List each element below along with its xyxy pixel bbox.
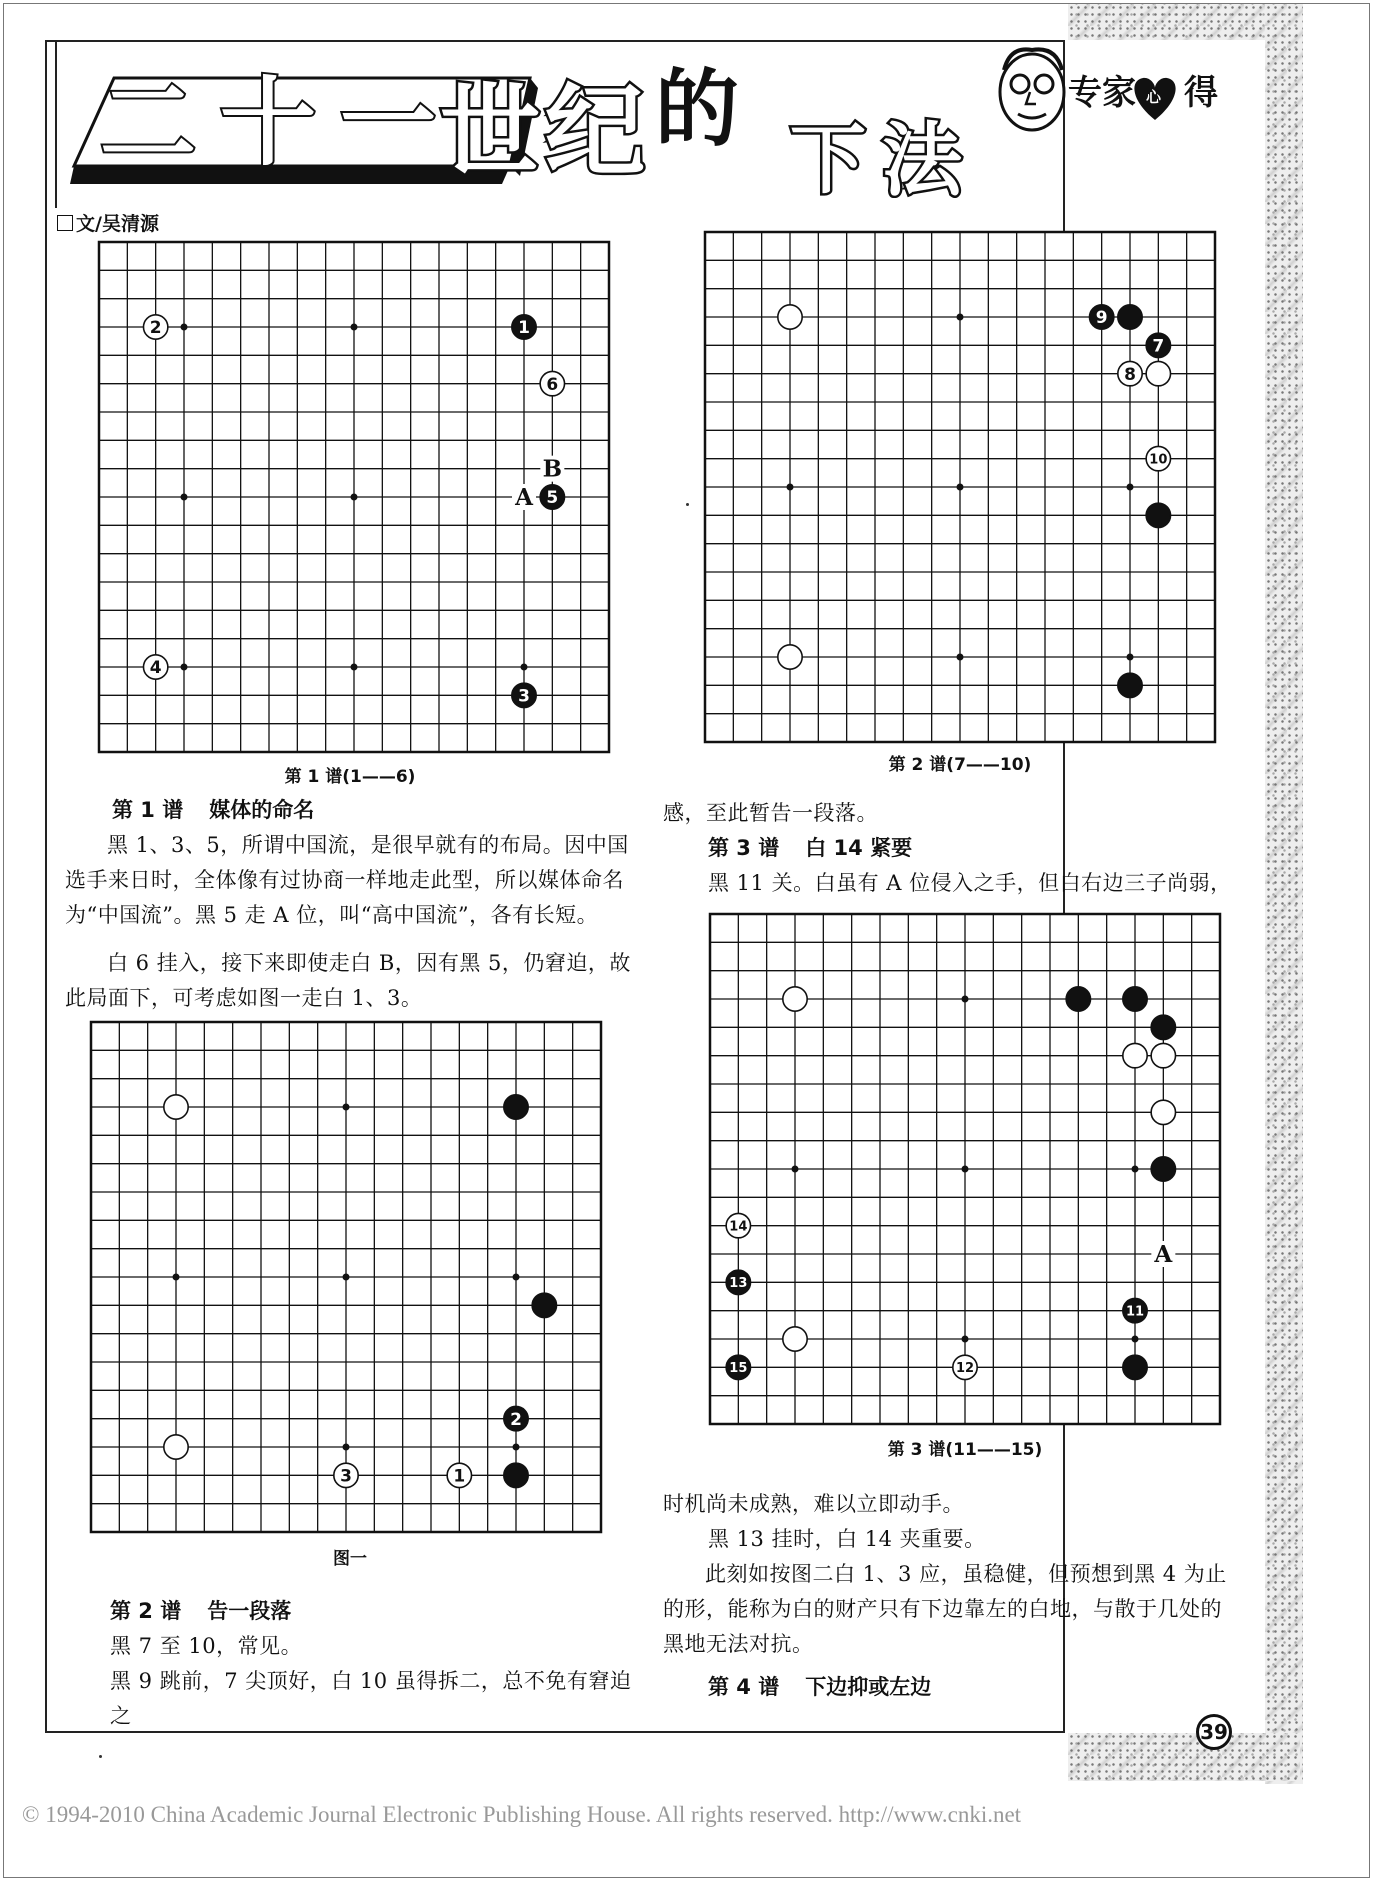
star-point bbox=[343, 1444, 350, 1451]
white-stone bbox=[1151, 1043, 1175, 1067]
star-point bbox=[957, 484, 964, 491]
paragraph-record-2a: 黑 7 至 10，常见。 bbox=[110, 1634, 303, 1658]
black-stone bbox=[1118, 305, 1142, 329]
move-number-13: 13 bbox=[729, 1276, 748, 1292]
white-stone bbox=[783, 1327, 807, 1351]
go-board-fig-a bbox=[89, 1020, 603, 1534]
star-point bbox=[181, 324, 188, 331]
white-stone bbox=[164, 1435, 188, 1459]
paragraph-record-3a: 黑 11 关。白虽有 A 位侵入之手，但白右边三子尚弱， bbox=[708, 871, 1232, 895]
star-point bbox=[787, 484, 794, 491]
move-number-9: 9 bbox=[1095, 308, 1108, 329]
paragraph-record-1b: 白 6 挂入，接下来即使走白 B，因有黑 5，仍窘迫，故此局面下，可考虑如图一走白 1、3。 bbox=[65, 951, 631, 1010]
paragraph-record-3b: 时机尚未成熟，难以立即动手。 bbox=[663, 1492, 964, 1516]
move-number-10: 10 bbox=[1149, 452, 1168, 468]
title-char-6: 下 bbox=[790, 115, 866, 198]
black-stone bbox=[1118, 673, 1142, 697]
byline-box-icon bbox=[57, 215, 73, 231]
move-number-12: 12 bbox=[955, 1361, 975, 1377]
go-board-fig2 bbox=[703, 230, 1217, 744]
star-point bbox=[351, 494, 358, 501]
move-number-2: 2 bbox=[510, 1409, 522, 1430]
paragraph-record-3d: 此刻如按图二白 1、3 应，虽稳健，但预想到黑 4 为止的形，能称为白的财产只有下边靠左的白地，与散于几处的黑地无法对抗。 bbox=[663, 1562, 1227, 1656]
expert-face-icon bbox=[1000, 49, 1064, 130]
page-number: 39 bbox=[1196, 1714, 1232, 1750]
paragraph-record-2b: 黑 9 跳前，7 尖顶好，白 10 虽得拆二，总不免有窘迫之 bbox=[110, 1669, 632, 1728]
badge-text-1: 心 bbox=[1146, 88, 1162, 106]
byline bbox=[57, 209, 159, 236]
move-number-5: 5 bbox=[546, 488, 559, 509]
black-stone bbox=[532, 1293, 556, 1317]
title-char-4: 纪 bbox=[545, 73, 645, 190]
byline-text: 文/吴清源 bbox=[76, 213, 159, 235]
black-stone bbox=[1066, 987, 1090, 1011]
star-point bbox=[1132, 1336, 1139, 1343]
star-point bbox=[351, 324, 358, 331]
white-stone bbox=[1123, 1043, 1147, 1067]
title-char-2: 一 bbox=[340, 67, 436, 179]
star-point bbox=[181, 494, 188, 501]
move-number-15: 15 bbox=[729, 1361, 748, 1377]
move-number-2: 2 bbox=[149, 318, 162, 339]
heading-record-3-num: 第 3 谱 bbox=[708, 836, 780, 860]
title-char-1: 十 bbox=[220, 67, 316, 179]
star-point bbox=[962, 996, 969, 1003]
black-stone bbox=[1151, 1015, 1175, 1039]
go-board-fig3 bbox=[708, 912, 1222, 1426]
heading-record-2-num: 第 2 谱 bbox=[110, 1599, 182, 1623]
heading-record-2 bbox=[110, 1594, 291, 1629]
board-label-B: B bbox=[542, 455, 563, 483]
white-stone bbox=[1146, 361, 1170, 385]
title-char-5: 的 bbox=[655, 60, 740, 158]
move-number-3: 3 bbox=[518, 686, 530, 707]
star-point bbox=[1132, 1166, 1139, 1173]
print-speck bbox=[99, 1755, 102, 1758]
caption-fig2: 第 2 谱(7——10) bbox=[888, 755, 1032, 775]
speckled-border-right bbox=[1265, 4, 1303, 1784]
print-speck bbox=[686, 503, 689, 506]
move-number-11: 11 bbox=[1125, 1304, 1145, 1320]
heading-record-4 bbox=[708, 1670, 931, 1705]
heading-record-3-title: 白 14 紧要 bbox=[805, 836, 913, 860]
heading-record-4-num: 第 4 谱 bbox=[708, 1675, 780, 1699]
black-stone bbox=[504, 1463, 528, 1487]
star-point bbox=[957, 654, 964, 661]
star-point bbox=[351, 664, 358, 671]
star-point bbox=[343, 1104, 350, 1111]
white-stone bbox=[778, 305, 802, 329]
heading-record-3 bbox=[708, 831, 912, 866]
heading-record-4-title: 下边抑或左边 bbox=[805, 1675, 932, 1699]
move-number-1: 1 bbox=[518, 318, 530, 339]
move-number-14: 14 bbox=[729, 1219, 748, 1235]
board-label-A: A bbox=[515, 484, 533, 511]
black-stone bbox=[1146, 503, 1170, 527]
speckled-border-bottom bbox=[1068, 1733, 1300, 1781]
title-char-0: 二 bbox=[100, 67, 196, 179]
star-point bbox=[343, 1274, 350, 1281]
star-point bbox=[521, 664, 528, 671]
move-number-1: 1 bbox=[453, 1466, 466, 1487]
black-stone bbox=[1151, 1157, 1175, 1181]
go-board-fig1 bbox=[97, 240, 611, 754]
star-point bbox=[1127, 654, 1134, 661]
badge-text-0: 专家 bbox=[1068, 73, 1136, 113]
caption-fig1: 第 1 谱(1——6) bbox=[284, 767, 416, 787]
white-stone bbox=[1151, 1100, 1175, 1124]
title-char-7: 法 bbox=[882, 114, 962, 198]
move-number-4: 4 bbox=[149, 658, 162, 679]
board-label-A: A bbox=[1154, 1241, 1173, 1268]
title-rule bbox=[55, 40, 57, 208]
badge-text-2: 得 bbox=[1184, 73, 1218, 113]
black-stone bbox=[504, 1095, 528, 1119]
heading-record-1-title: 媒体的命名 bbox=[209, 798, 315, 822]
white-stone bbox=[164, 1095, 188, 1119]
caption-fig3: 第 3 谱(11——15) bbox=[887, 1440, 1043, 1460]
heading-record-1-num: 第 1 谱 bbox=[112, 798, 184, 822]
star-point bbox=[957, 314, 964, 321]
star-point bbox=[513, 1274, 520, 1281]
move-number-7: 7 bbox=[1152, 336, 1165, 357]
caption-fig-a: 图一 bbox=[333, 1549, 367, 1569]
star-point bbox=[173, 1274, 180, 1281]
heading-record-2-title: 告一段落 bbox=[207, 1599, 292, 1623]
title-char-3: 世 bbox=[440, 73, 540, 190]
move-number-6: 6 bbox=[546, 374, 559, 395]
black-stone bbox=[1123, 987, 1147, 1011]
white-stone bbox=[783, 987, 807, 1011]
star-point bbox=[962, 1336, 969, 1343]
article-title bbox=[70, 48, 1010, 198]
paragraph-record-1a: 黑 1、3、5，所谓中国流，是很早就有的布局。因中国选手来日时，全体像有过协商一样地走此型，所以媒体命名为“中国流”。黑 5 走 A 位，叫“高中国流”，各有长短。 bbox=[65, 833, 629, 927]
paragraph-record-3c: 黑 13 挂时，白 14 夹重要。 bbox=[708, 1527, 986, 1551]
star-point bbox=[513, 1444, 520, 1451]
star-point bbox=[181, 664, 188, 671]
star-point bbox=[962, 1166, 969, 1173]
black-stone bbox=[1123, 1355, 1147, 1379]
white-stone bbox=[778, 645, 802, 669]
star-point bbox=[792, 1166, 799, 1173]
move-number-8: 8 bbox=[1124, 364, 1136, 385]
expert-notes-badge bbox=[990, 40, 1250, 140]
star-point bbox=[1127, 484, 1134, 491]
paragraph-record-2c: 感，至此暂告一段落。 bbox=[663, 801, 878, 825]
copyright-footer: © 1994-2010 China Academic Journal Electronic Publishing House. All rights reserved. http://www.cnki.net bbox=[22, 1802, 1022, 1827]
move-number-3: 3 bbox=[340, 1466, 352, 1487]
heading-record-1 bbox=[112, 793, 314, 828]
